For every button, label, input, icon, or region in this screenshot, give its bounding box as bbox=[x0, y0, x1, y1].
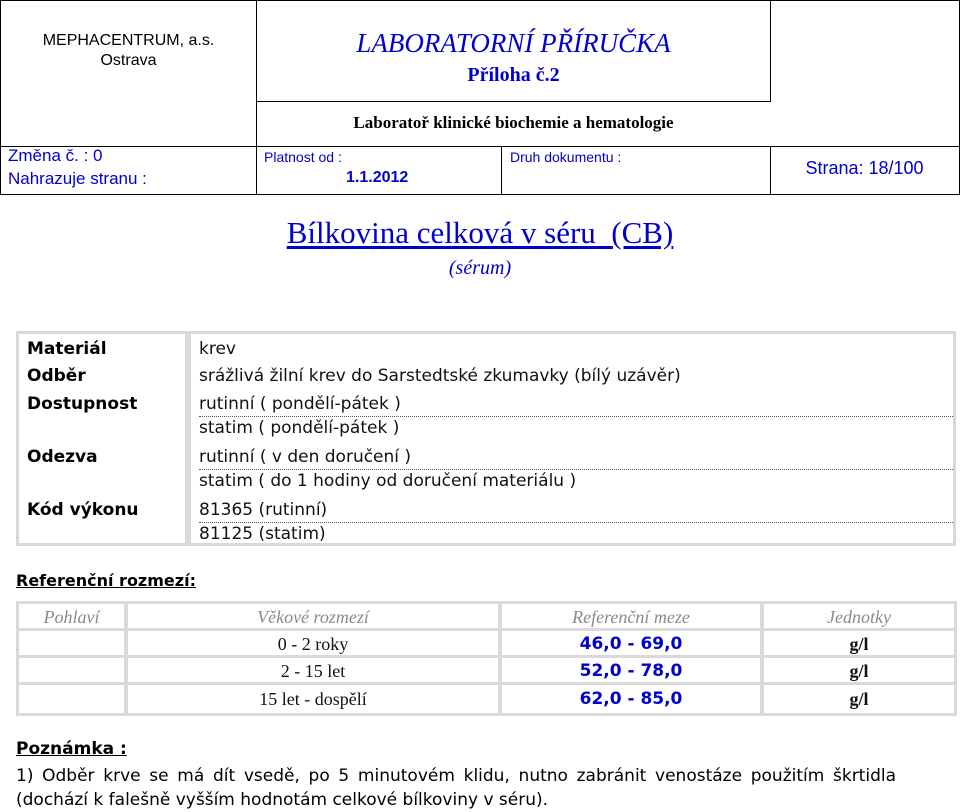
table-row-range: 52,0 - 78,0 bbox=[502, 658, 760, 682]
table-row-sex bbox=[19, 631, 124, 655]
document-header bbox=[0, 0, 960, 195]
material-value: krev bbox=[199, 339, 236, 359]
test-title-main: Bílkovina celková v séru bbox=[286, 215, 596, 250]
table-row-unit: g/l bbox=[764, 658, 954, 682]
note-text: 1) Odběr krve se má dít vsedě, po 5 minutovém klidu, nutno zabránit venostáze použitím škrtidla (dochází k falešně vyšším hodnotám celkové bílkoviny v séru). bbox=[16, 766, 896, 810]
page-number: Strana: 18/100 bbox=[805, 158, 924, 178]
code-routine: 81365 (rutinní) bbox=[199, 500, 953, 523]
material-label: Materiál bbox=[27, 339, 107, 359]
company-name bbox=[1, 31, 256, 71]
table-row-age: 15 let - dospělí bbox=[128, 685, 498, 713]
collection-label: Odběr bbox=[27, 366, 86, 386]
valid-from-value: 1.1.2012 bbox=[346, 169, 409, 186]
replaces-page-label: Nahrazuje stranu : bbox=[8, 169, 147, 188]
col-header-age: Věkové rozmezí bbox=[128, 604, 498, 628]
document-type-label: Druh dokumentu : bbox=[510, 149, 622, 165]
table-row-unit: g/l bbox=[764, 685, 954, 713]
handbook-title: LABORATORNÍ PŘÍRUČKA bbox=[356, 28, 671, 58]
col-header-range: Referenční meze bbox=[502, 604, 760, 628]
code-label: Kód výkonu bbox=[27, 500, 139, 520]
collection-value: srážlivá žilní krev do Sarstedtské zkumavky (bílý uzávěr) bbox=[199, 366, 681, 386]
sample-type: (sérum) bbox=[448, 257, 512, 279]
response-routine: rutinní ( v den doručení ) bbox=[199, 447, 953, 470]
table-row-range: 62,0 - 85,0 bbox=[502, 685, 760, 713]
table-row-sex bbox=[19, 685, 124, 713]
response-label: Odezva bbox=[27, 447, 98, 467]
reference-table bbox=[16, 601, 957, 716]
valid-from-label: Platnost od : bbox=[264, 149, 342, 165]
availability-label: Dostupnost bbox=[27, 394, 138, 414]
note-heading: Poznámka : bbox=[16, 739, 127, 759]
table-row-range: 46,0 - 69,0 bbox=[502, 631, 760, 655]
table-row-unit: g/l bbox=[764, 631, 954, 655]
test-title bbox=[0, 215, 960, 251]
table-row-sex bbox=[19, 658, 124, 682]
company-line-1: MEPHACENTRUM, a.s. bbox=[42, 32, 215, 49]
info-value-column bbox=[191, 334, 953, 543]
col-header-unit: Jednotky bbox=[764, 604, 954, 628]
lab-name: Laboratoř klinické biochemie a hematologie bbox=[353, 113, 674, 132]
table-row-age: 2 - 15 let bbox=[128, 658, 498, 682]
company-line-2: Ostrava bbox=[100, 52, 157, 69]
response-statim: statim ( do 1 hodiny od doručení materiálu ) bbox=[199, 471, 577, 491]
availability-routine: rutinní ( pondělí-pátek ) bbox=[199, 394, 953, 417]
appendix-label: Příloha č.2 bbox=[467, 64, 560, 86]
reference-heading: Referenční rozmezí: bbox=[16, 571, 196, 590]
change-label: Změna č. : 0 bbox=[8, 146, 103, 165]
col-header-sex: Pohlaví bbox=[19, 604, 124, 628]
test-info-table bbox=[16, 331, 956, 546]
test-title-code: (CB) bbox=[611, 215, 674, 250]
availability-statim: statim ( pondělí-pátek ) bbox=[199, 418, 400, 438]
table-row-age: 0 - 2 roky bbox=[128, 631, 498, 655]
code-statim: 81125 (statim) bbox=[199, 524, 326, 544]
info-label-column bbox=[19, 334, 185, 543]
